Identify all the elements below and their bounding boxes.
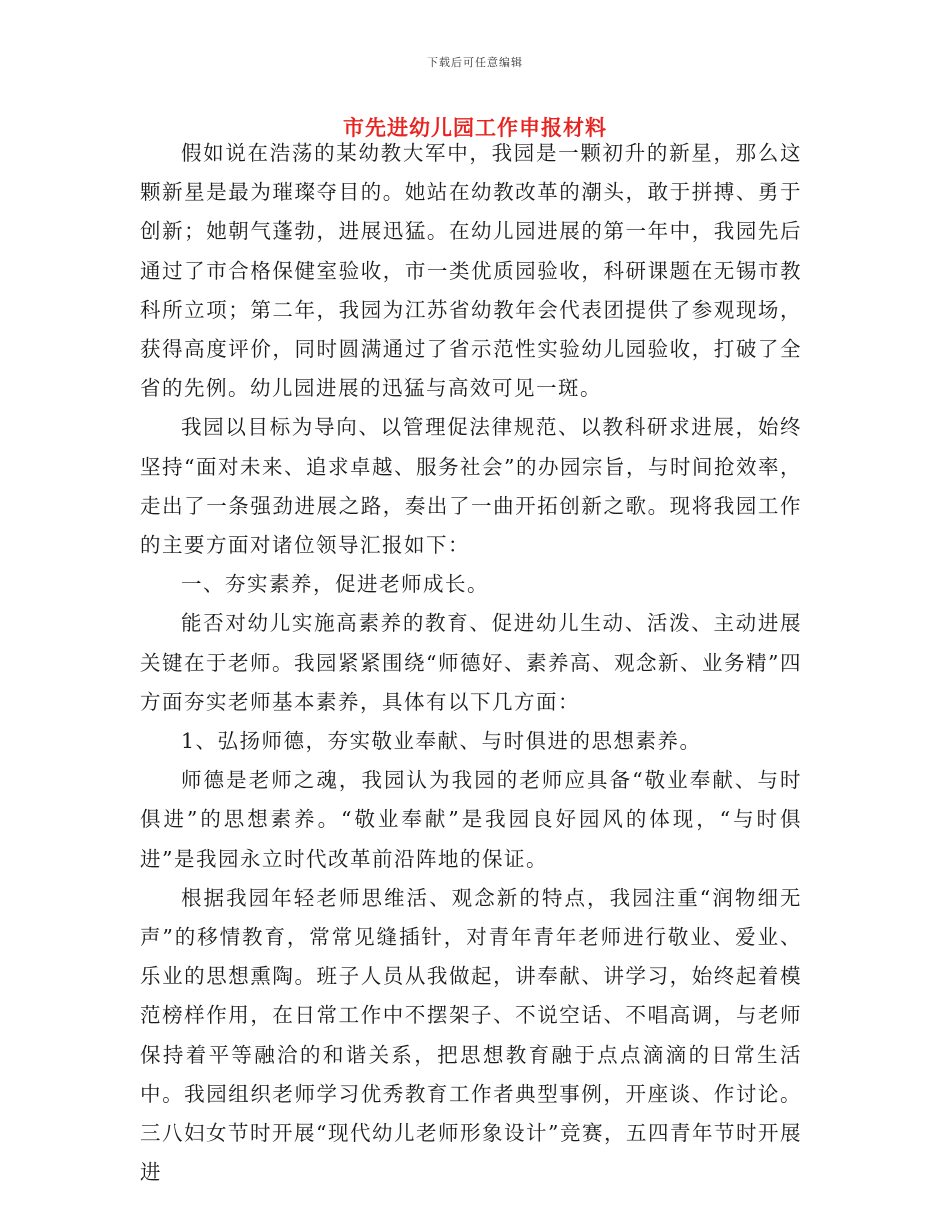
paragraph: 能否对幼儿实施高素养的教育、促进幼儿生动、活泼、主动进展关键在于老师。我园紧紧围绕“师德好、素养高、观念新、业务精”四方面夯实老师基本素养，具体有以下几方面： [140, 611, 802, 714]
paragraph: 师德是老师之魂，我园认为我园的老师应具备“敬业奉献、与时俱进”的思想素养。“敬业奉献”是我园良好园风的体现，“与时俱进”是我园永立时代改革前沿阵地的保证。 [140, 768, 802, 871]
paragraph: 我园以目标为导向、以管理促法律规范、以教科研求进展，始终坚持“面对未来、追求卓越、服务社会”的办园宗旨，与时间抢效率，走出了一条强劲进展之路，奏出了一曲开拓创新之歌。现将我园工作的主要方面对诸位领导汇报如下： [140, 415, 802, 558]
header-note: 下载后可任意编辑 [427, 56, 523, 69]
paragraph: 根据我园年轻老师思维活、观念新的特点，我园注重“润物细无声”的移情教育，常常见缝插针，对青年青年老师进行敬业、爱业、乐业的思想熏陶。班子人员从我做起，讲奉献、讲学习，始终起着模范榜样作用，在日常工作中不摆架子、不说空话、不唱高调，与老师保持着平等融洽的和谐关系，把思想教育融于点点滴滴的日常生活中。我园组织老师学习优秀教育工作者典型事例，开座谈、作讨论。三八妇女节时开展“现代幼儿老师形象设计”竞赛，五四青年节时开展进 [140, 885, 802, 1185]
document-title: 市先进幼儿园工作申报材料 [343, 115, 607, 140]
section-heading: 一、夯实素养，促进老师成长。 [181, 572, 489, 597]
paragraph: 假如说在浩荡的某幼教大军中，我园是一颗初升的新星，那么这颗新星是最为璀璨夺目的。她站在幼教改革的潮头，敢于拼搏、勇于创新；她朝气蓬勃，进展迅猛。在幼儿园进展的第一年中，我园先后通过了市合格保健室验收，市一类优质园验收，科研课题在无锡市教科所立项；第二年，我园为江苏省幼教年会代表团提供了参观现场，获得高度评价，同时圆满通过了省示范性实验幼儿园验收，打破了全省的先例。幼儿园进展的迅猛与高效可见一斑。 [140, 141, 802, 401]
document-body [140, 134, 802, 1192]
subsection-heading: 1、弘扬师德，夯实敬业奉献、与时俱进的思想素养。 [181, 729, 702, 754]
